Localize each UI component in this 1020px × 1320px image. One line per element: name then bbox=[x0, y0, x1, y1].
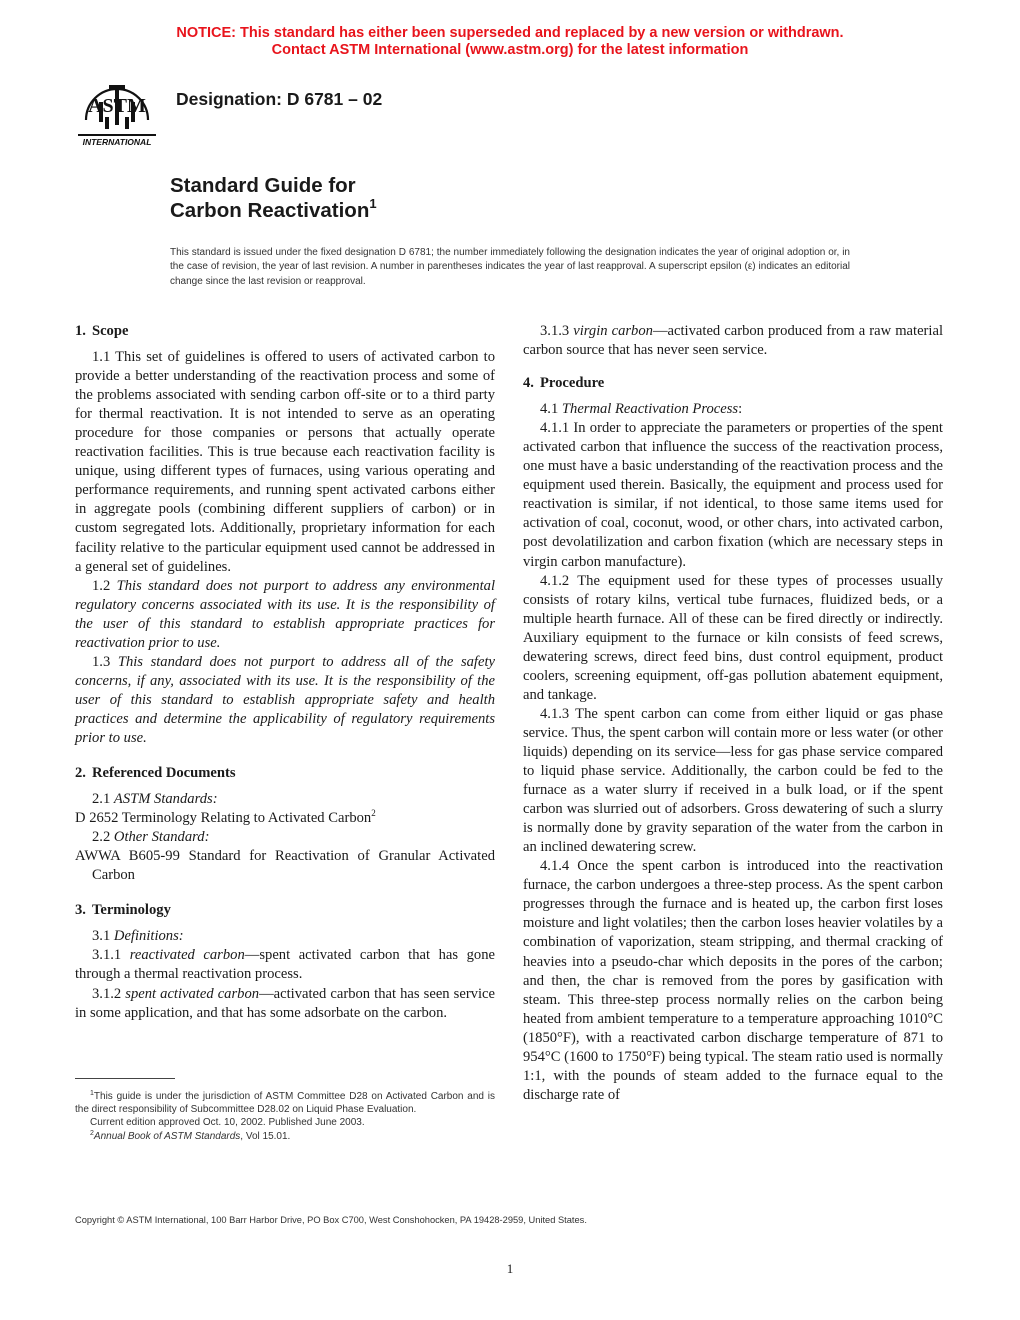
para-1-3: 1.3 This standard does not purport to address all of the safety concerns, if any, associated with its use. It is the responsibility of the user of this standard to establish appropriate safety and health practices and determine the applicability of regulatory requirements prior to use. bbox=[75, 653, 495, 746]
preamble: This standard is issued under the fixed designation D 6781; the number immediately following the designation indicates the year of original adoption or, in the case of revision, the year of last revision. A number in parentheses indicates the year of last reapproval. A superscript epsilon (ε) indicates an editorial change since the last revision or reapproval. bbox=[170, 247, 850, 287]
astm-logo bbox=[74, 76, 160, 152]
footnote-2: $^2$Annual Book of ASTM Standards, Vol 15.01. bbox=[90, 1129, 291, 1142]
para-4-1-4: 4.1.4 Once the spent carbon is introduced into the reactivation furnace, the carbon undergoes a three-step process. As the spent carbon progresses through the furnace and is heated up, the carbon first loses moisture and light volatiles; then the carbon loses heavier volatiles by a combination of vaporization, steam stripping, and thermal cracking of heavies into a pseudo-char which deposits in the pores of the carbon; and then, the char is removed from the pores by gasification with steam. This three-step process normally relies on the carbon being heated from ambient temperature to a temperature approaching 1010°C (1850°F), with a reactivated carbon discharge temperature of 871 to 954°C (1600 to 1750°F) being typical. The steam ratio used is normally 1:1, with the pounds of steam added to the furnace equal to the discharge rate of bbox=[523, 858, 943, 1103]
footnote-1-edition: Current edition approved Oct. 10, 2002. Published June 2003. bbox=[90, 1117, 365, 1129]
para-3-1: 3.1 Definitions: bbox=[92, 928, 184, 945]
para-4-1: 4.1 Thermal Reactivation Process: bbox=[540, 401, 743, 418]
section-4-heading: 4. Procedure bbox=[523, 375, 605, 392]
footnotes bbox=[75, 1090, 495, 1143]
notice-banner bbox=[0, 25, 1020, 59]
left-column bbox=[75, 322, 495, 1023]
para-1-2: 1.2 This standard does not purport to address any environmental regulatory concerns associated with its use. It is the responsibility of the user of this standard to establish appropriate practices for reactivation prior to use. bbox=[75, 577, 495, 651]
page-number: 1 bbox=[506, 1261, 514, 1276]
document-title bbox=[170, 173, 377, 223]
para-3-1-2: 3.1.2 spent activated carbon—activated carbon that has seen service in some application, and that has some adsorbate on the carbon. bbox=[75, 985, 495, 1021]
para-3-1-3: 3.1.3 virgin carbon—activated carbon produced from a raw material carbon source that has never seen service. bbox=[523, 323, 944, 359]
para-2-1: 2.1 ASTM Standards: bbox=[92, 791, 218, 808]
title-line-1: Standard Guide for bbox=[170, 174, 356, 197]
para-1-1: 1.1 This set of guidelines is offered to users of activated carbon to provide a better understanding of the reactivation process and some of the problems associated with sending carbon off-site or to a third party for thermal reactivation. It is not intended to serve as an operating procedure for those companies or persons that actually operate reactivation facilities. This is true because each reactivation facility is unique, using different types of furnaces, using various operating and performance requirements, and running spent activated carbons either in aggregate pools (combining different suppliers of carbon) or in custom segregated lots. Additionally, proprietary information for each facility relative to the particular equipment used cannot be addressed in a general set of guidelines. bbox=[75, 349, 495, 575]
para-3-1-1: 3.1.1 reactivated carbon—spent activated carbon that has gone through a thermal reactivation process. bbox=[75, 947, 495, 983]
section-2-heading: 2. Referenced Documents bbox=[75, 765, 236, 782]
footnote-rule bbox=[75, 1078, 175, 1079]
section-3-heading: 3. Terminology bbox=[75, 902, 171, 919]
reference-awwa: AWWA B605-99 Standard for Reactivation of Granular Activated Carbon bbox=[75, 848, 495, 884]
title-footnote-ref: 1 bbox=[369, 196, 377, 211]
right-column bbox=[523, 322, 943, 1105]
para-4-1-2: 4.1.2 The equipment used for these types of processes usually consists of rotary kilns, vertical tube furnaces, fluidized beds, or a multiple hearth furnace. All of these can be fired directly or indirectly. Auxiliary equipment to the furnace or kiln consists of feed screws, dewatering screws, direct feed bins, dust control equipment, product coolers, screening equipment, off-gas pollution abatement equipment, and tankage. bbox=[523, 572, 943, 703]
footnote-1: $^1$This guide is under the jurisdiction of ASTM Committee D28 on Activated Carbon and is the direct responsibility of Subcommittee D28.02 on Liquid Phase Evaluation. bbox=[75, 1090, 495, 1116]
reference-d2652: D 2652 Terminology Relating to Activated Carbon$^2$ bbox=[75, 808, 376, 827]
copyright: Copyright © ASTM International, 100 Barr Harbor Drive, PO Box C700, West Conshohocken, PA 19428-2959, United States. bbox=[75, 1215, 587, 1225]
para-2-2: 2.2 Other Standard: bbox=[92, 829, 210, 846]
section-1-heading: 1. Scope bbox=[75, 323, 129, 339]
para-4-1-1: 4.1.1 In order to appreciate the parameters or properties of the spent activated carbon that influence the success of the reactivation process, one must have a basic understanding of the reactivation process and the equipment used therein. Basically, the equipment and process used for reactivation is similar, if not identical, to those same items used for activation of coal, coconut, wood, or other chars, into activated carbon, post devolatilization and carbon fixation (which are necessary steps in virgin carbon manufacture). bbox=[523, 420, 943, 570]
logo-subtitle: INTERNATIONAL bbox=[82, 137, 152, 147]
notice-line-2: Contact ASTM International (www.astm.org) for the latest information bbox=[271, 42, 749, 58]
para-4-1-3: 4.1.3 The spent carbon can come from either liquid or gas phase service. Thus, the spent carbon will contain more or less water (or other liquids) depending on its service—less for gas phase service compared to liquid phase service. Additionally, the carbon could be fed to the furnace as a water slurry if received in a bulk load, or if the spent carbon was slurried out of adsorbers. Gross dewatering of such a slurry is normally done by gravity separation of the water from the carbon in an inclined dewatering screw. bbox=[523, 705, 943, 856]
title-line-2: Carbon Reactivation$^1$ bbox=[170, 196, 377, 222]
logo-letters: ASTM bbox=[88, 95, 146, 117]
designation: Designation: D 6781 – 02 bbox=[176, 89, 383, 109]
notice-line-1: NOTICE: This standard has either been superseded and replaced by a new version or withdrawn. bbox=[176, 25, 844, 41]
